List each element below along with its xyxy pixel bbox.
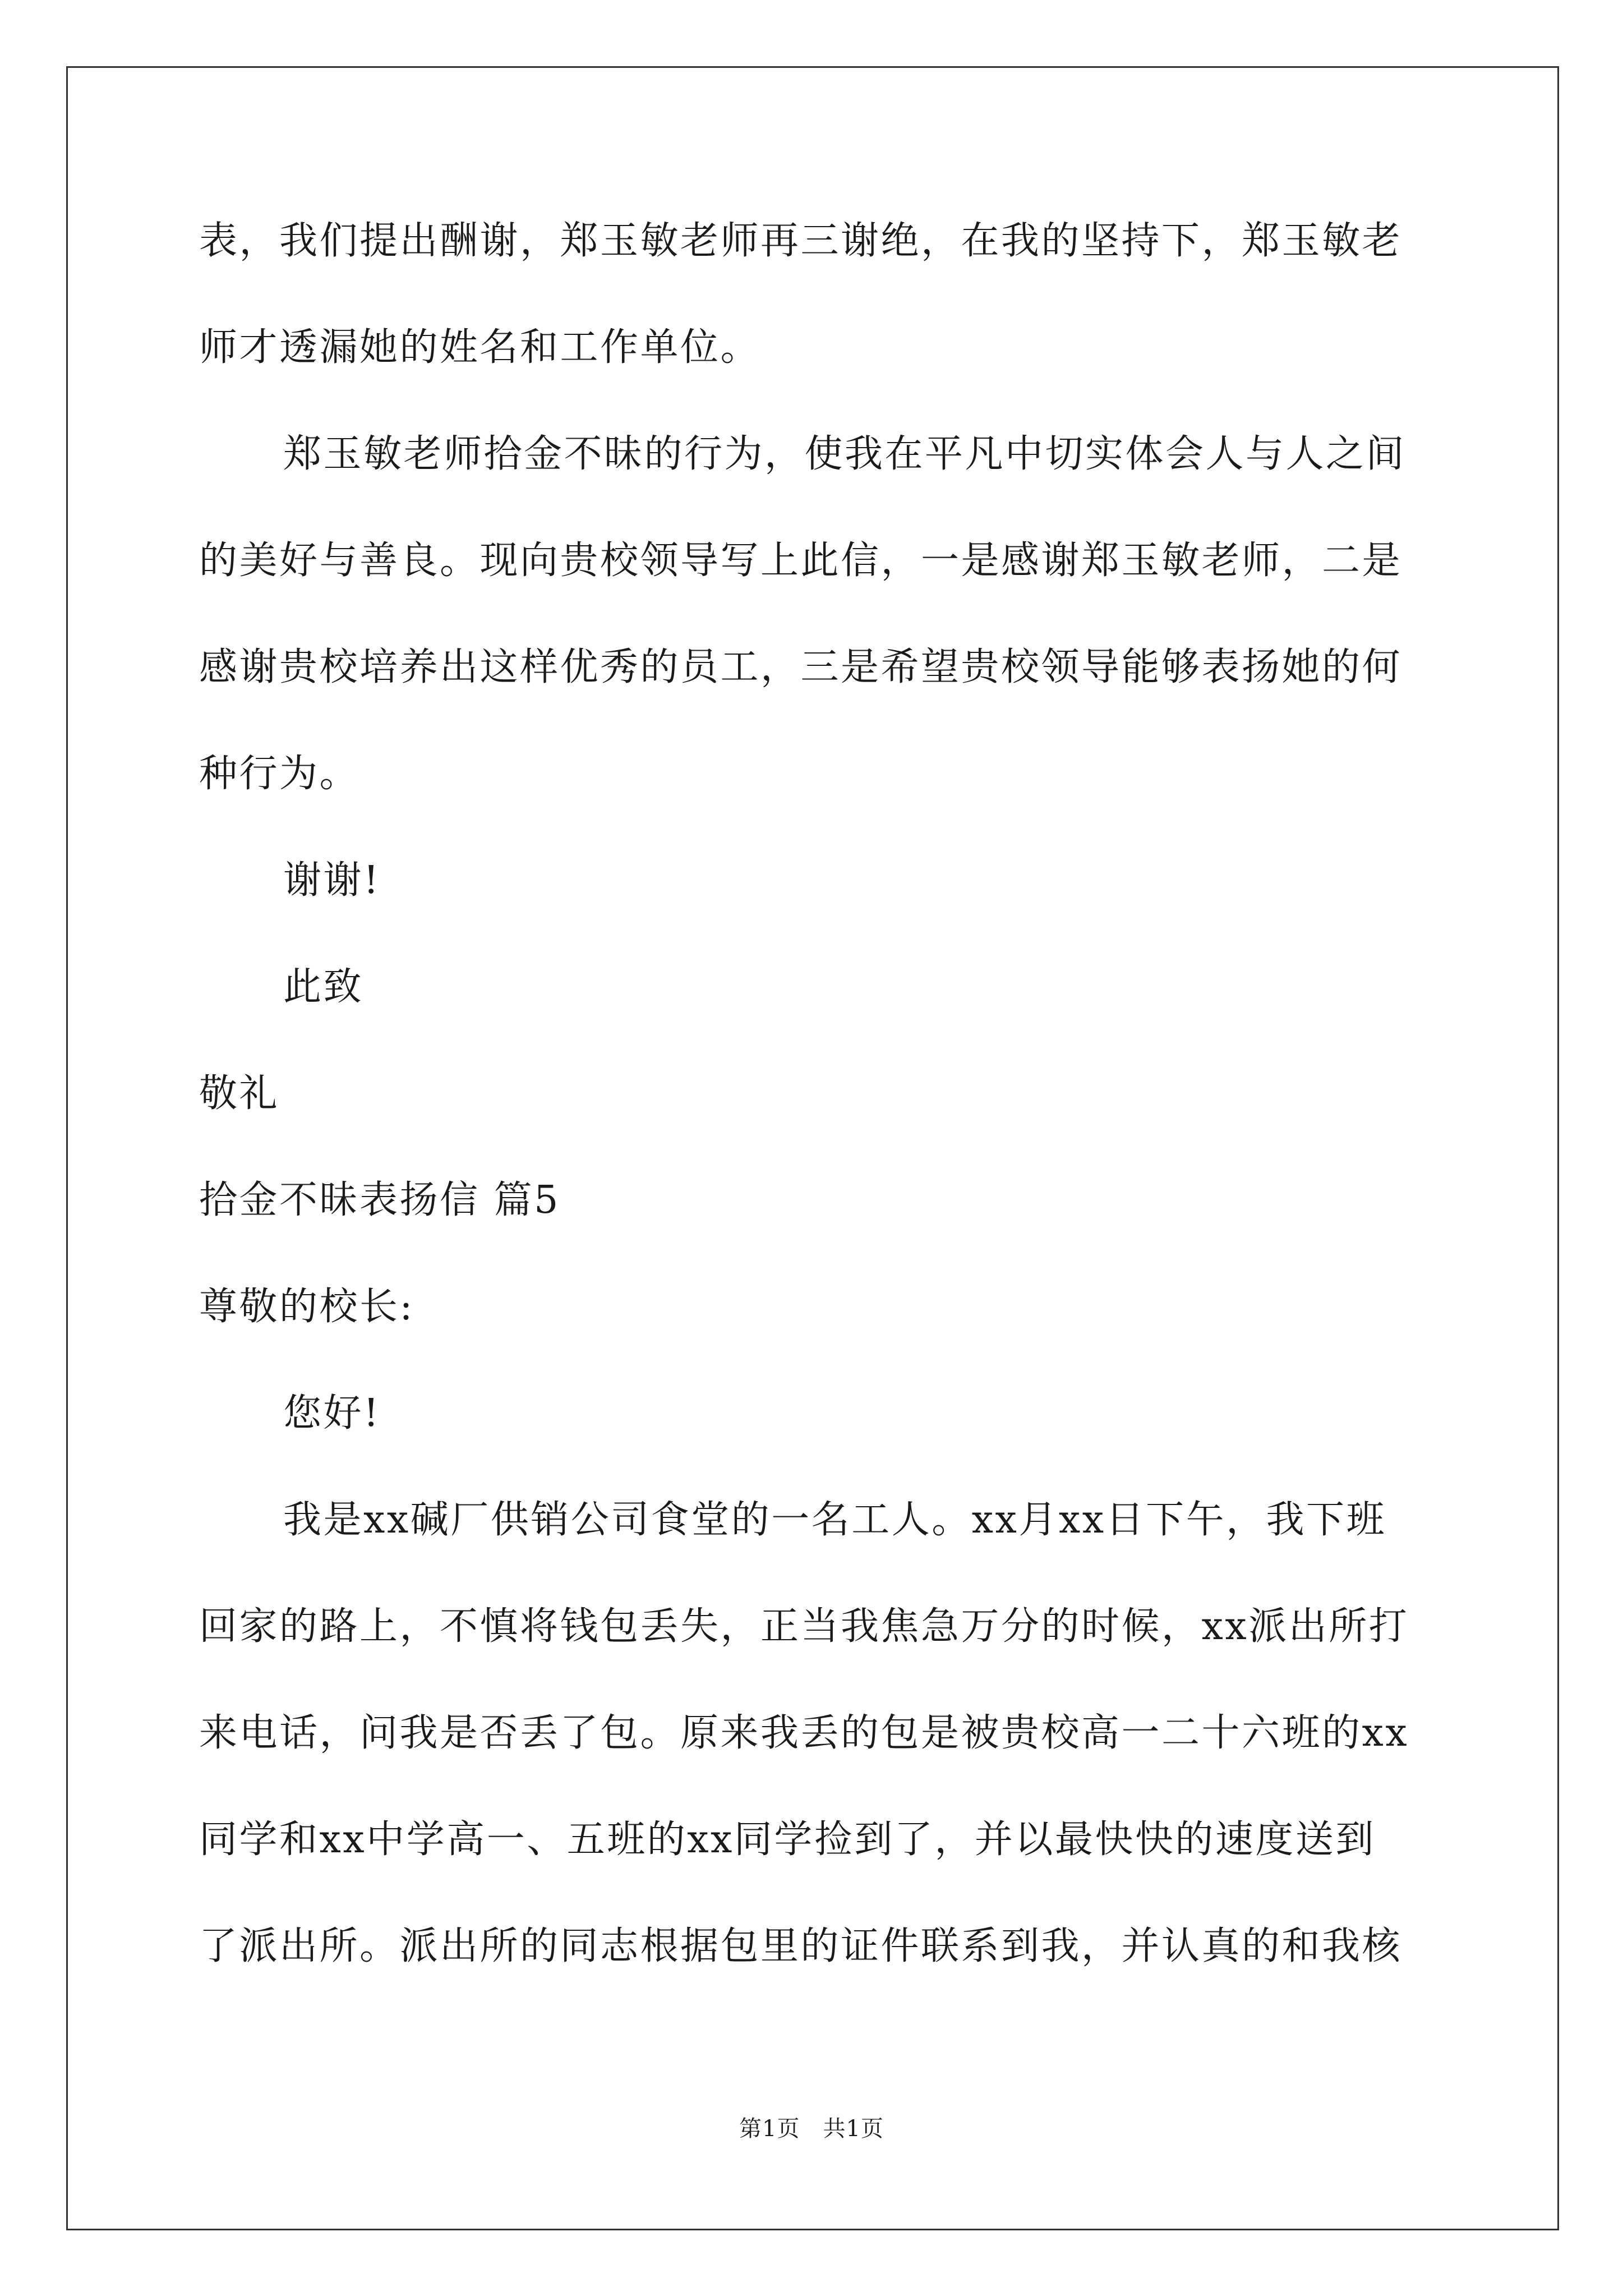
text-line: 回家的路上，不慎将钱包丢失，正当我焦急万分的时候，xx派出所打 bbox=[199, 1604, 1409, 1649]
salute-line: 敬礼 bbox=[199, 1071, 280, 1116]
text-line: 了派出所。派出所的同志根据包里的证件联系到我，并认真的和我核 bbox=[199, 1924, 1403, 1968]
text-line: 同学和xx中学高一、五班的xx同学捡到了，并以最快快的速度送到 bbox=[199, 1818, 1376, 1862]
closing-line: 此致 bbox=[283, 965, 364, 1009]
paragraph-start: 郑玉敏老师拾金不昧的行为，使我在平凡中切实体会人与人之间 bbox=[283, 432, 1407, 476]
text-line: 的美好与善良。现向贵校领导写上此信，一是感谢郑玉敏老师，二是 bbox=[199, 539, 1403, 583]
text-line: 感谢贵校培养出这样优秀的员工，三是希望贵校领导能够表扬她的何 bbox=[199, 645, 1403, 689]
text-line: 种行为。 bbox=[199, 752, 360, 796]
greeting: 您好! bbox=[283, 1391, 381, 1435]
text-line: 来电话，问我是否丢了包。原来我丢的包是被贵校高一二十六班的xx bbox=[199, 1711, 1409, 1755]
text-line: 师才透漏她的姓名和工作单位。 bbox=[199, 325, 761, 370]
page-border bbox=[66, 66, 1559, 2230]
section-heading: 拾金不昧表扬信 篇5 bbox=[199, 1178, 560, 1222]
text-line: 表，我们提出酬谢，郑玉敏老师再三谢绝，在我的坚持下，郑玉敏老 bbox=[199, 219, 1403, 263]
paragraph-start: 我是xx碱厂供销公司食堂的一名工人。xx月xx日下午，我下班 bbox=[283, 1498, 1387, 1542]
thanks-line: 谢谢! bbox=[283, 858, 381, 903]
page-number: 第1页 共1页 bbox=[739, 2116, 884, 2142]
salutation: 尊敬的校长: bbox=[199, 1285, 414, 1329]
